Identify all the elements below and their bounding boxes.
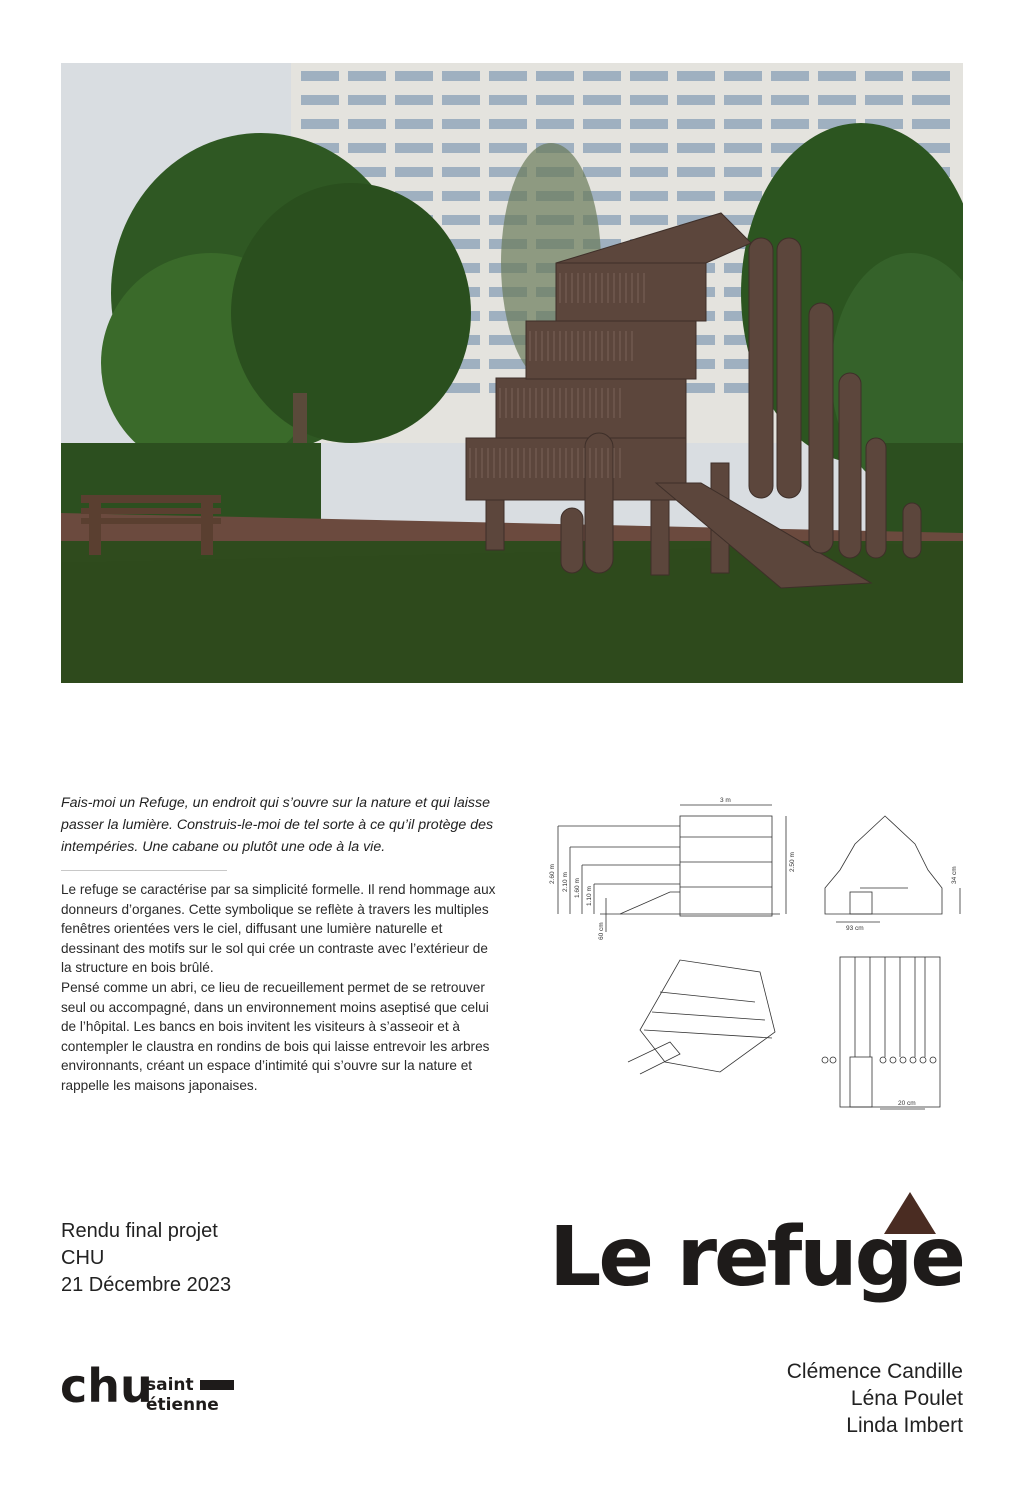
building-window	[865, 71, 903, 81]
building-window	[677, 191, 715, 201]
building-window	[677, 95, 715, 105]
height-label: 2.50 m	[789, 852, 796, 872]
project-rendering	[61, 63, 963, 683]
building-window	[442, 191, 480, 201]
hedge	[881, 443, 963, 533]
building-window	[348, 143, 386, 153]
description-paragraph: Le refuge se caractérise par sa simplicité formelle. Il rend hommage aux donneurs d’organes. Cette symbolique se reflète à travers les multiples fenêtres orientées vers le ciel, diffusant une lumière naturelle et dessinant des motifs sur le sol qui crée un contraste avec l’extérieur de la structure en bois brûlé.	[61, 882, 496, 976]
building-window	[442, 95, 480, 105]
logo-chu-text: chu	[60, 1360, 153, 1413]
project-info	[61, 1218, 231, 1299]
intro-quote: Fais-moi un Refuge, un endroit qui s’ouvre sur la nature et qui laisse passer la lumière. Construis-le-moi de tel sorte à ce qu’il protège des intempéries. Une cabane ou plutôt une ode à la vie.	[61, 795, 494, 855]
author-name: Linda Imbert	[846, 1414, 963, 1437]
height-label: 1.60 m	[574, 878, 581, 898]
building-window	[677, 167, 715, 177]
building-window	[724, 71, 762, 81]
building-window	[301, 119, 339, 129]
plan-spacing-label: 20 cm	[898, 1100, 916, 1107]
building-window	[677, 143, 715, 153]
building-window	[536, 95, 574, 105]
building-window	[348, 119, 386, 129]
divider	[61, 870, 227, 871]
section-width-label: 93 cm	[846, 925, 864, 932]
building-window	[818, 71, 856, 81]
building-window	[771, 71, 809, 81]
building-window	[489, 71, 527, 81]
page-title: Le refuge	[549, 1210, 963, 1305]
building-window	[630, 215, 668, 225]
building-window	[442, 119, 480, 129]
building-window	[536, 71, 574, 81]
height-label: 2.10 m	[562, 872, 569, 892]
building-window	[583, 167, 621, 177]
building-window	[630, 95, 668, 105]
section-height-label: 34 cm	[951, 866, 958, 884]
building-window	[301, 95, 339, 105]
building-window	[489, 359, 527, 369]
logo-word-etienne: étienne	[146, 1395, 219, 1415]
elevation-drawing	[549, 797, 796, 940]
building-window	[912, 119, 950, 129]
building-window	[630, 119, 668, 129]
base-height-label: 60 cm	[598, 922, 605, 940]
building-window	[630, 143, 668, 153]
building-window	[630, 71, 668, 81]
logo-word-saint: saint	[146, 1375, 194, 1395]
height-label: 1.10 m	[586, 886, 593, 906]
building-window	[442, 215, 480, 225]
building-window	[630, 167, 668, 177]
technical-drawings	[540, 792, 970, 1117]
building-window	[724, 191, 762, 201]
building-window	[677, 71, 715, 81]
section-drawing	[825, 816, 960, 932]
building-window	[677, 119, 715, 129]
building-window	[442, 143, 480, 153]
building-window	[771, 119, 809, 129]
project-subtitle: Rendu final projet	[61, 1220, 218, 1242]
building-window	[395, 167, 433, 177]
building-window	[583, 95, 621, 105]
height-label: 2.60 m	[549, 864, 556, 884]
building-window	[724, 167, 762, 177]
building-window	[583, 71, 621, 81]
author-name: Léna Poulet	[850, 1387, 963, 1410]
building-window	[724, 119, 762, 129]
building-window	[395, 143, 433, 153]
building-window	[583, 143, 621, 153]
building-window	[583, 119, 621, 129]
building-window	[442, 71, 480, 81]
building-window	[865, 95, 903, 105]
building-window	[489, 95, 527, 105]
authors	[787, 1358, 963, 1439]
building-window	[489, 143, 527, 153]
project-client: CHU	[61, 1247, 105, 1269]
project-description	[61, 880, 501, 1096]
building-window	[724, 95, 762, 105]
building-window	[348, 95, 386, 105]
axonometric-drawing	[628, 960, 775, 1074]
building-window	[912, 95, 950, 105]
building-window	[724, 143, 762, 153]
building-window	[348, 71, 386, 81]
elevation-width-label: 3 m	[720, 797, 731, 804]
building-window	[395, 95, 433, 105]
building-window	[395, 71, 433, 81]
building-window	[395, 119, 433, 129]
building-window	[536, 119, 574, 129]
building-window	[630, 191, 668, 201]
building-window	[771, 95, 809, 105]
building-window	[489, 119, 527, 129]
building-window	[818, 95, 856, 105]
building-window	[301, 71, 339, 81]
plan-drawing	[822, 957, 940, 1109]
author-name: Clémence Candille	[786, 1360, 963, 1383]
description-paragraph: Pensé comme un abri, ce lieu de recueillement permet de se retrouver seul ou accompagné, dans un environnement moins aseptisé que celui de l’hôpital. Les bancs en bois invitent les visiteurs à s’asseoir et à contempler le claustra en rondins de bois qui laisse entrevoir les arbres environnants, créant un espace d’intimité qui s’ouvre sur la nature et rappelle les maisons japonaises.	[61, 979, 490, 1093]
project-date: 21 Décembre 2023	[61, 1274, 232, 1296]
chu-saint-etienne-logo	[60, 1360, 250, 1426]
building-window	[912, 71, 950, 81]
building-window	[442, 167, 480, 177]
